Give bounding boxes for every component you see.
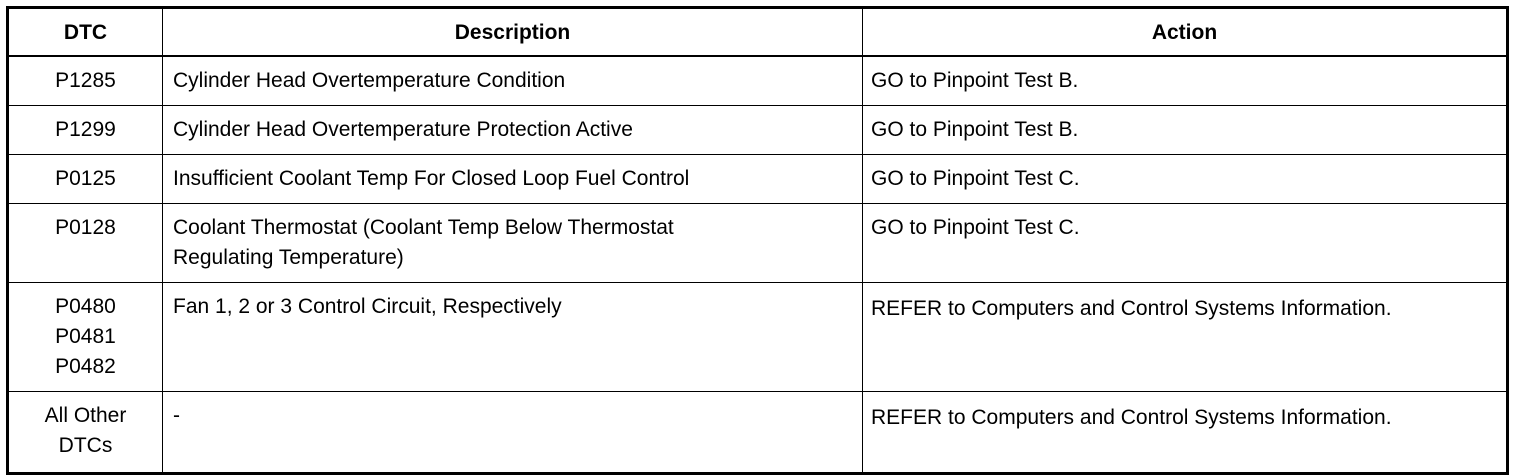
description-cell: [163, 392, 863, 474]
table-row: [8, 392, 1508, 474]
description-cell: [163, 56, 863, 106]
description-text: -: [173, 404, 180, 427]
column-header-description: Description: [163, 8, 863, 57]
description-text: Fan 1, 2 or 3 Control Circuit, Respectively: [173, 295, 562, 318]
description-cell: [163, 106, 863, 155]
description-text: Cylinder Head Overtemperature Protection Active: [173, 118, 633, 141]
action-cell: GO to Pinpoint Test C.: [863, 155, 1508, 204]
dtc-code: P1299: [55, 118, 116, 141]
dtc-code: P1285: [55, 69, 116, 92]
dtc-code: All Other: [44, 404, 127, 427]
table-header-row: [8, 8, 1508, 57]
dtc-cell: [8, 283, 163, 392]
description-cell: [163, 155, 863, 204]
dtc-cell: [8, 392, 163, 474]
action-cell: REFER to Computers and Control Systems Information.: [863, 392, 1508, 474]
dtc-cell: [8, 106, 163, 155]
dtc-code: P0125: [55, 167, 116, 190]
dtc-cell: [8, 56, 163, 106]
table-row: [8, 56, 1508, 106]
description-text: Insufficient Coolant Temp For Closed Loop Fuel Control: [173, 167, 690, 190]
description-cell: [163, 283, 863, 392]
description-text: Coolant Thermostat (Coolant Temp Below Thermostat: [173, 216, 674, 239]
dtc-table: [6, 6, 1509, 475]
column-header-dtc: DTC: [8, 8, 163, 57]
description-text: Regulating Temperature): [173, 246, 404, 269]
action-cell: GO to Pinpoint Test B.: [863, 106, 1508, 155]
dtc-code: P0480: [55, 295, 116, 318]
dtc-code: P0481: [55, 325, 116, 348]
action-cell: REFER to Computers and Control Systems Information.: [863, 283, 1508, 392]
table-row: [8, 155, 1508, 204]
dtc-code: DTCs: [58, 434, 113, 457]
dtc-cell: [8, 204, 163, 283]
column-header-action: Action: [863, 8, 1508, 57]
dtc-code: P0128: [55, 216, 116, 239]
description-text: Cylinder Head Overtemperature Condition: [173, 69, 566, 92]
table-row: [8, 204, 1508, 283]
action-cell: GO to Pinpoint Test C.: [863, 204, 1508, 283]
table-row: [8, 106, 1508, 155]
table-row: [8, 283, 1508, 392]
dtc-cell: [8, 155, 163, 204]
dtc-table-container: [6, 6, 1509, 475]
description-cell: [163, 204, 863, 283]
dtc-code: P0482: [55, 355, 116, 378]
action-cell: GO to Pinpoint Test B.: [863, 56, 1508, 106]
